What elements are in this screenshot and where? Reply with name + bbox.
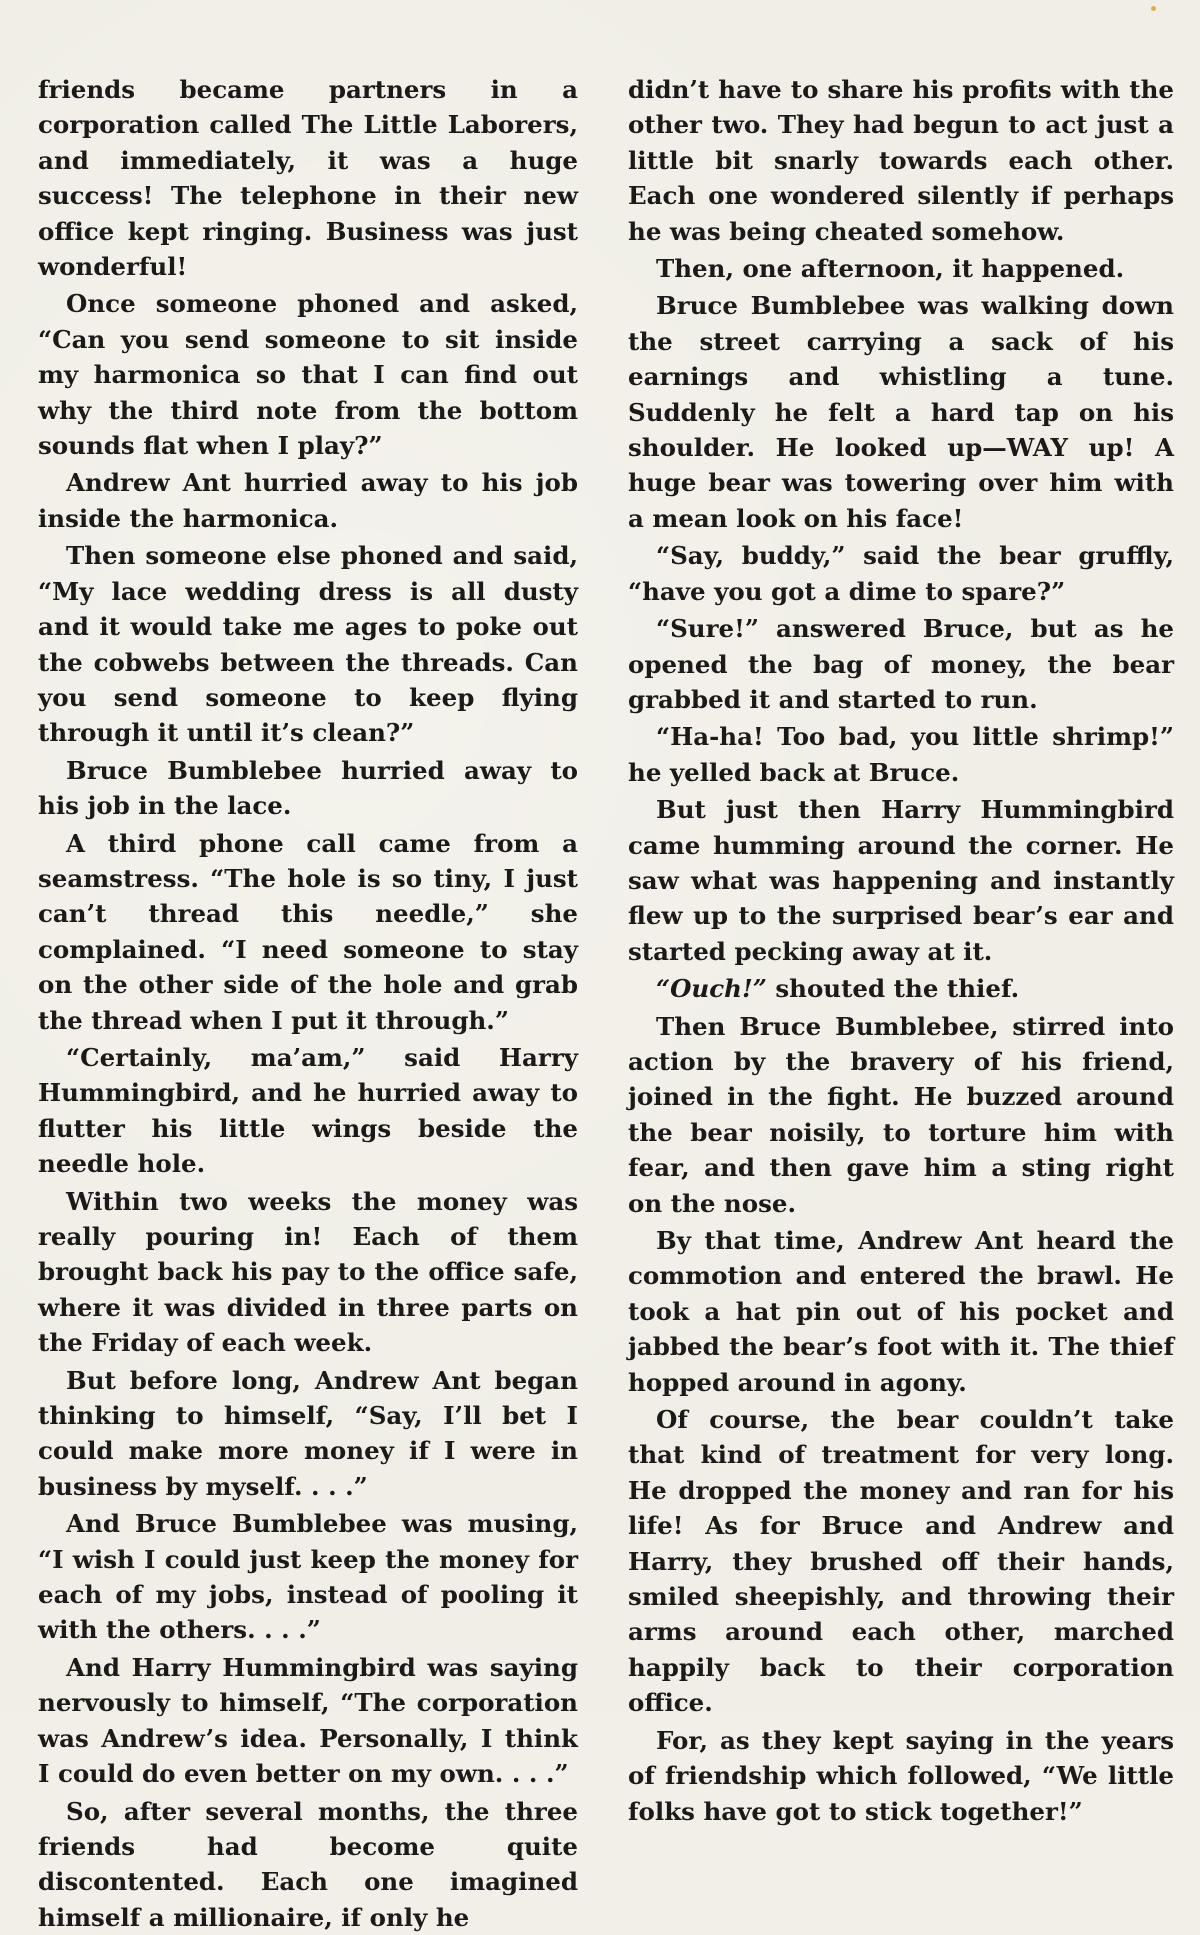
paragraph: But just then Harry Hummingbird came humming around the corner. He saw what was happening and instantly flew up to the surprised bear’s ear and started pecking away at it. <box>628 792 1174 969</box>
paragraph: But before long, Andrew Ant began thinking to himself, “Say, I’ll bet I could make more money if I were in business by myself. . . .” <box>38 1363 578 1505</box>
paragraph: Bruce Bumblebee was walking down the street carrying a sack of his earnings and whistling a tune. Suddenly he felt a hard tap on his shoulder. He looked up—WAY up! A huge bear was towering over him with a mean look on his face! <box>628 288 1174 536</box>
paragraph: Then, one afternoon, it happened. <box>628 251 1174 286</box>
paragraph: “Sure!” answered Bruce, but as he opened the bag of money, the bear grabbed it and started to run. <box>628 611 1174 717</box>
ink-speck <box>1151 6 1156 11</box>
paragraph: Bruce Bumblebee hurried away to his job in the lace. <box>38 753 578 824</box>
paragraph: “Ha-ha! Too bad, you little shrimp!” he yelled back at Bruce. <box>628 719 1174 790</box>
right-text-column <box>628 72 1174 1829</box>
left-text-column <box>38 72 578 1935</box>
paragraph: Within two weeks the money was really pouring in! Each of them brought back his pay to the office safe, where it was divided in three parts on the Friday of each week. <box>38 1184 578 1361</box>
paragraph: Of course, the bear couldn’t take that kind of treatment for very long. He dropped the money and ran for his life! As for Bruce and Andrew and Harry, they brushed off their hands, smiled sheepishly, and throwing their arms around each other, marched happily back to their corporation office. <box>628 1402 1174 1721</box>
paragraph: Then Bruce Bumblebee, stirred into action by the bravery of his friend, joined in the fight. He buzzed around the bear noisily, to torture him with fear, and then gave him a sting right on the nose. <box>628 1009 1174 1221</box>
paragraph: Andrew Ant hurried away to his job inside the harmonica. <box>38 465 578 536</box>
paragraph: “Certainly, ma’am,” said Harry Hummingbird, and he hurried away to flutter his little wings beside the needle hole. <box>38 1040 578 1182</box>
paragraph-ouch: “Ouch!” shouted the thief. <box>628 971 1174 1006</box>
paragraph: A third phone call came from a seamstress. “The hole is so tiny, I just can’t thread this needle,” she complained. “I need someone to stay on the other side of the hole and grab the thread when I put it through.” <box>38 826 578 1038</box>
paragraph: didn’t have to share his profits with the other two. They had begun to act just a little bit snarly towards each other. Each one wondered silently if perhaps he was being cheated somehow. <box>628 72 1174 249</box>
paragraph: Once someone phoned and asked, “Can you send someone to sit inside my harmonica so that I can find out why the third note from the bottom sounds flat when I play?” <box>38 286 578 463</box>
paragraph: And Bruce Bumblebee was musing, “I wish I could just keep the money for each of my jobs, instead of pooling it with the others. . . .” <box>38 1506 578 1648</box>
paragraph: And Harry Hummingbird was saying nervously to himself, “The corporation was Andrew’s idea. Personally, I think I could do even better on my own. . . .” <box>38 1650 578 1792</box>
exclamation-text: “Ouch!” <box>656 974 775 1003</box>
paragraph: By that time, Andrew Ant heard the commotion and entered the brawl. He took a hat pin out of his pocket and jabbed the bear’s foot with it. The thief hopped around in agony. <box>628 1223 1174 1400</box>
paragraph: For, as they kept saying in the years of friendship which followed, “We little folks have got to stick together!” <box>628 1723 1174 1829</box>
paragraph: Then someone else phoned and said, “My lace wedding dress is all dusty and it would take me ages to poke out the cobwebs between the threads. Can you send someone to keep flying through it until it’s clean?” <box>38 538 578 750</box>
paragraph: friends became partners in a corporation called The Little Laborers, and immediately, it was a huge success! The telephone in their new office kept ringing. Business was just wonderful! <box>38 72 578 284</box>
paragraph: “Say, buddy,” said the bear gruffly, “have you got a dime to spare?” <box>628 538 1174 609</box>
paragraph: So, after several months, the three friends had become quite discontented. Each one imagined himself a millionaire, if only he <box>38 1794 578 1935</box>
